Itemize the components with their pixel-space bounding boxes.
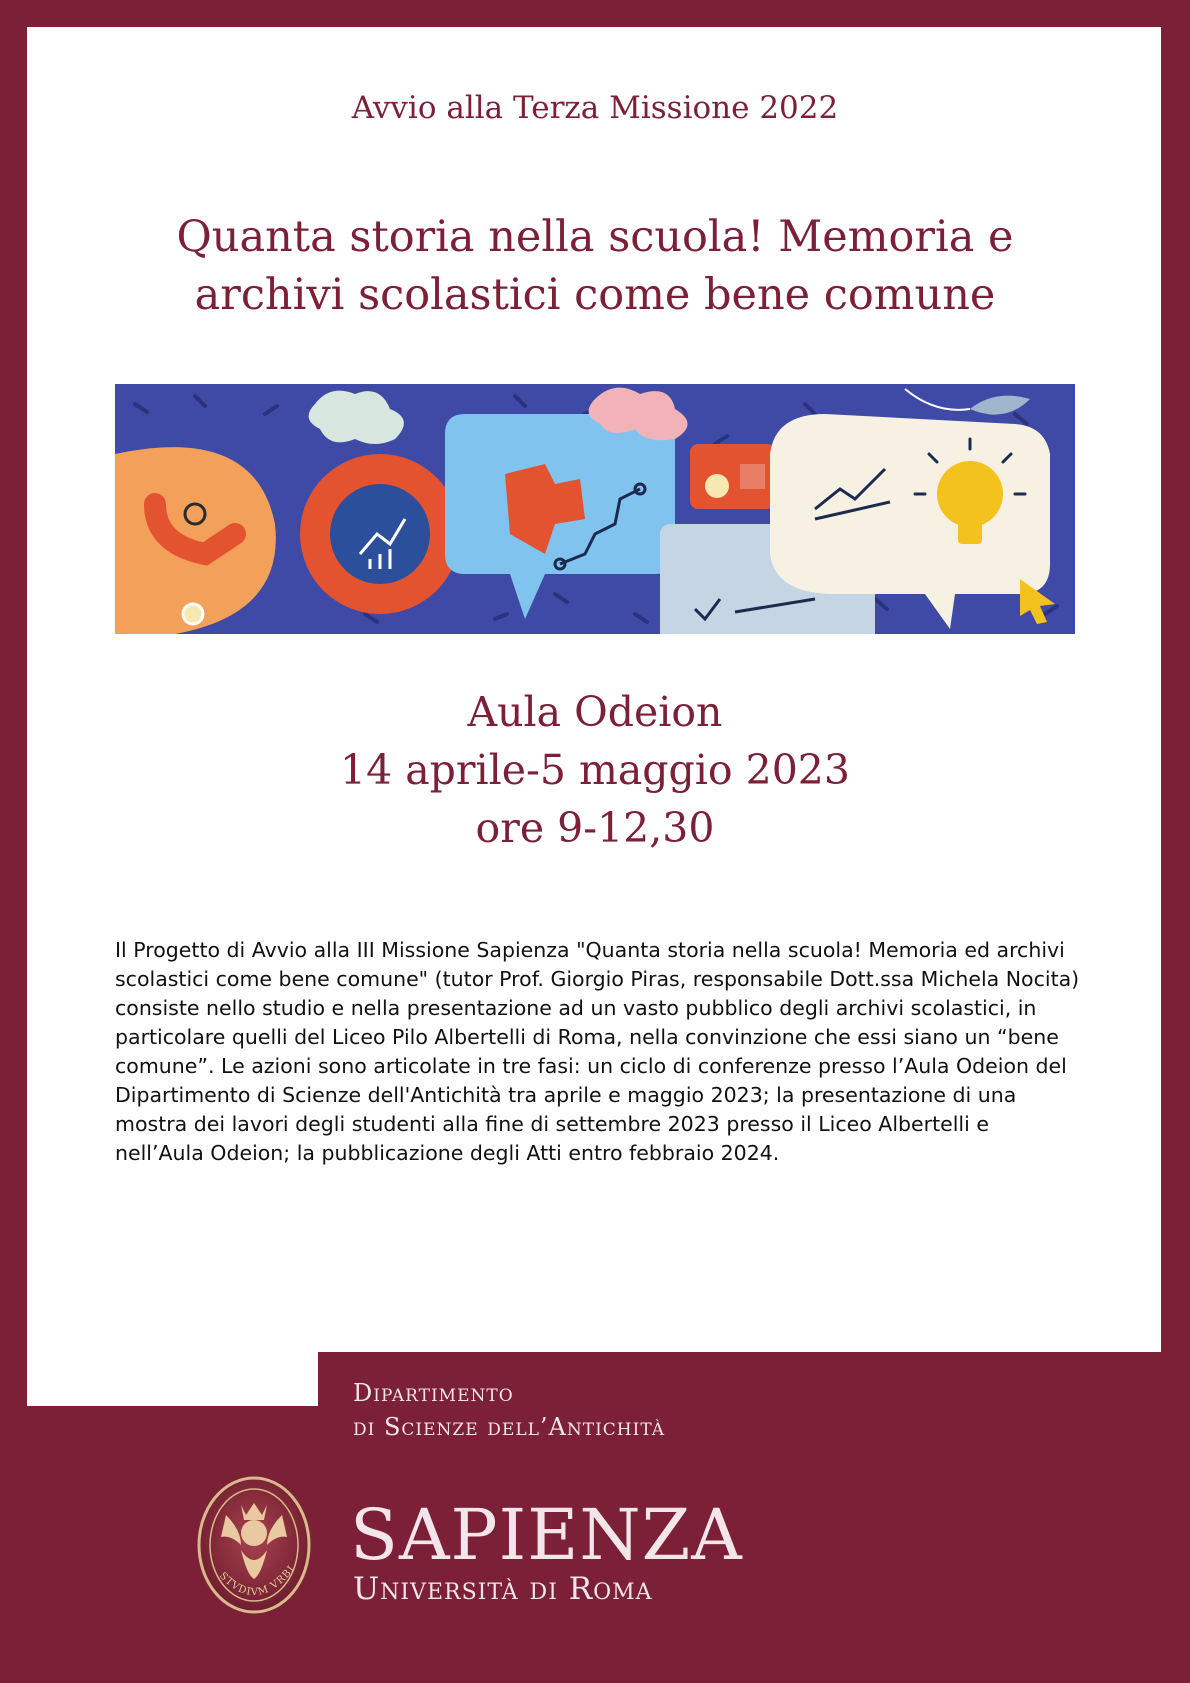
title-line-2: archivi scolastici come bene comune — [194, 270, 996, 320]
poster-title — [0, 208, 1190, 324]
seal-motto: STVDIVM VRBI — [217, 1563, 298, 1599]
department-name — [353, 1376, 665, 1444]
event-dates: 14 aprile-5 maggio 2023 — [340, 746, 850, 794]
event-time: ore 9-12,30 — [475, 804, 715, 852]
department-line-1: Dipartimento — [353, 1379, 514, 1407]
title-line-1: Quanta storia nella scuola! Memoria e — [176, 212, 1014, 262]
department-line-2: di Scienze dell’Antichità — [353, 1413, 666, 1441]
university-name: SAPIENZA — [350, 1494, 743, 1576]
project-description: Il Progetto di Avvio alla III Missione Sapienza "Quanta storia nella scuola! Memoria ed archivi scolastici come bene comune" (tutor Prof. Giorgio Piras, responsabile Dott.ssa Michela Nocita) consiste nello studio e nella presentazione ad un vasto pubblico degli archivi scolastici, in particolare quelli del Liceo Pilo Albertelli di Roma, nella convinzione che essi siano un “bene comune”. Le azioni sono articolate in tre fasi: un ciclo di conferenze presso l’Aula Odeion del Dipartimento di Scienze dell'Antichità tra aprile e maggio 2023; la presentazione di una mostra dei lavori degli studenti alla fine di settembre 2023 presso il Liceo Albertelli e nell’Aula Odeion; la pubblicazione degli Atti entro febbraio 2024. — [115, 938, 1080, 1165]
event-details — [0, 683, 1190, 857]
illustration-banner — [115, 384, 1075, 634]
sapienza-seal-logo — [196, 1475, 312, 1615]
university-subtitle: Università di Roma — [353, 1571, 653, 1607]
venue-name: Aula Odeion — [467, 688, 723, 736]
poster-subtitle: Avvio alla Terza Missione 2022 — [351, 90, 839, 126]
